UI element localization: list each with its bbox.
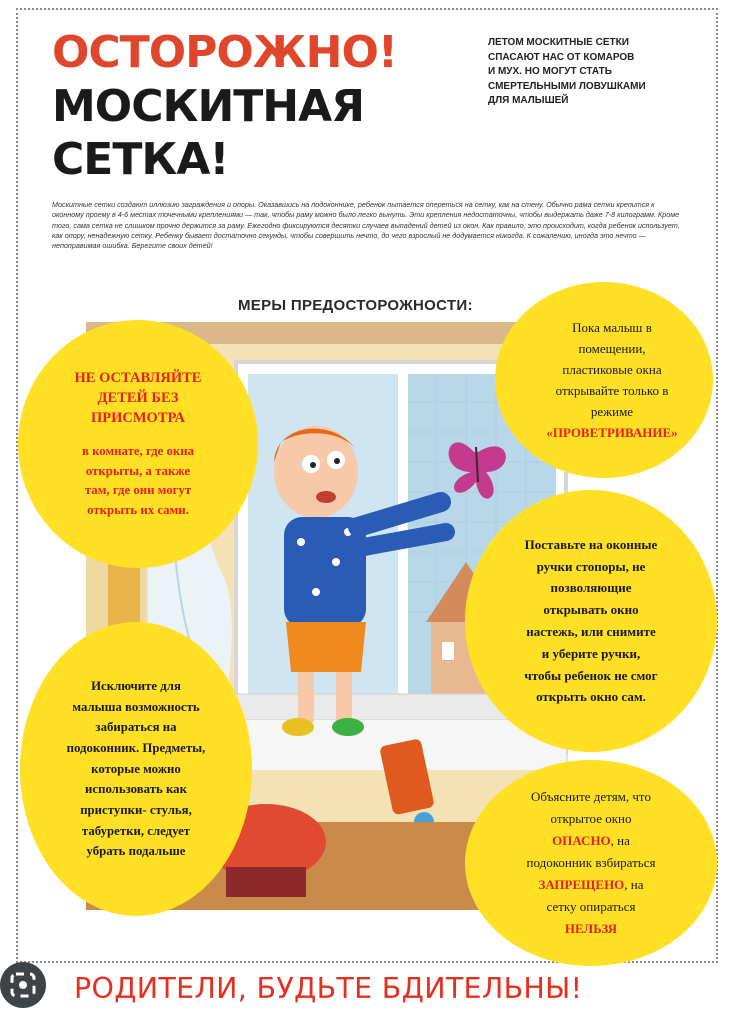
advice-circle-ventilation — [495, 282, 713, 478]
footer-slogan: РОДИТЕЛИ, БУДЬТЕ БДИТЕЛЬНЫ! — [74, 972, 583, 1005]
advice-circle-explain — [465, 760, 717, 966]
word-forbidden: ЗАПРЕЩЕНО — [538, 877, 625, 892]
advice-line: режиме — [590, 404, 634, 419]
word-danger: ОПАСНО — [552, 833, 611, 848]
side-note — [488, 36, 678, 109]
advice-line: использовать как — [85, 782, 187, 797]
advice-text — [524, 534, 657, 708]
advice-lead-line: НЕ ОСТАВЛЯЙТЕ — [74, 370, 202, 386]
advice-line: забираться на — [95, 720, 177, 735]
advice-fragment: , на — [624, 877, 644, 892]
advice-line: пластиковые окна — [562, 362, 662, 377]
advice-highlight: «ПРОВЕТРИВАНИЕ» — [546, 425, 678, 440]
intro-paragraph: Москитные сетки создают иллюзию заграждения и опоры. Оказавшись на подоконнике, ребенок пытается опереться на сетку, как на стену. Обычно рама сетки крепится к оконному проему в 4-6 местах точечными креплениями — так, чтобы раму можно было легко вынуть. Эти крепления недостаточны, чтобы выдержать даже 7-8 килограмм. Кроме того, сама сетка не слишком прочно держится за раму. Ежегодно фиксируются десятки случаев выпадений детей из окон. Как правило, это происходит, когда ребенок использует, как опору, ненадежную сетку. Ребенку бывает достаточно секунды, чтобы совершить нечто, до чего взрослый не додумается никогда. К сожалению, иногда это нечто — непоправимая ошибка. Берегите своих детей! — [52, 200, 680, 251]
advice-line: открытое окно — [550, 811, 632, 826]
advice-line: которые можно — [91, 761, 181, 776]
advice-lead — [75, 368, 202, 428]
lens-glyph — [0, 962, 46, 1008]
advice-line: помещении, — [578, 341, 646, 356]
advice-line: позволяющие — [550, 580, 632, 596]
advice-line: малыша возможность — [72, 699, 200, 714]
advice-body-line: там, где они могут — [84, 483, 192, 497]
advice-body-line: в комнате, где окна — [81, 444, 195, 458]
advice-line: открывать окно — [543, 602, 639, 618]
advice-fragment: , на — [610, 833, 630, 848]
advice-circle-handles — [465, 490, 717, 752]
advice-line: табуретки, следует — [81, 823, 191, 838]
advice-line: убрать подальше — [86, 844, 186, 859]
advice-lead-line: ПРИСМОТРА — [90, 410, 185, 426]
precautions-heading: МЕРЫ ПРЕДОСТОРОЖНОСТИ: — [238, 297, 473, 314]
side-note-line: СМЕРТЕЛЬНЫМИ ЛОВУШКАМИ — [488, 80, 646, 92]
advice-lead-line: ДЕТЕЙ БЕЗ — [97, 390, 179, 406]
advice-body-line: открыть их сами. — [87, 502, 189, 517]
advice-line: чтобы ребенок не смог — [524, 667, 658, 683]
title-warning: ОСТОРОЖНО! — [52, 27, 397, 78]
title-line2: МОСКИТНАЯ — [52, 81, 365, 132]
advice-line — [538, 874, 643, 896]
title-line3: СЕТКА! — [52, 134, 229, 185]
advice-circle-windowsill — [20, 622, 252, 916]
advice-line: сетку опираться — [546, 899, 636, 914]
advice-line: Пока малыш в — [572, 320, 652, 335]
side-note-line: И МУХ. НО МОГУТ СТАТЬ — [488, 66, 612, 77]
side-note-line: СПАСАЮТ НАС ОТ КОМАРОВ — [488, 51, 635, 63]
advice-circle-supervise — [18, 320, 258, 568]
side-note-line: ДЛЯ МАЛЫШЕЙ — [488, 95, 569, 106]
advice-line: Исключите для — [91, 678, 181, 693]
advice-line: открывайте только в — [555, 383, 669, 398]
advice-line: ручки стопоры, не — [536, 558, 646, 574]
advice-body — [82, 442, 194, 520]
side-note-line: ЛЕТОМ МОСКИТНЫЕ СЕТКИ — [488, 37, 629, 48]
advice-line: Поставьте на оконные — [524, 536, 658, 552]
advice-line: Объясните детям, что — [531, 789, 651, 804]
advice-line — [552, 830, 630, 852]
advice-text — [556, 317, 669, 422]
advice-line: настежь, или снимите — [526, 624, 656, 639]
advice-body-line: открыты, а также — [85, 463, 191, 478]
word-no: НЕЛЬЗЯ — [564, 921, 618, 936]
advice-line: приступки- стулья, — [80, 803, 192, 818]
advice-line: подоконник. Предметы, — [66, 740, 206, 755]
advice-text — [67, 676, 206, 862]
advice-line: открыть окно сам. — [536, 689, 646, 705]
advice-line: и уберите ручки, — [541, 645, 641, 661]
lens-icon[interactable] — [0, 962, 46, 1008]
advice-line: подоконник взбираться — [526, 855, 656, 870]
